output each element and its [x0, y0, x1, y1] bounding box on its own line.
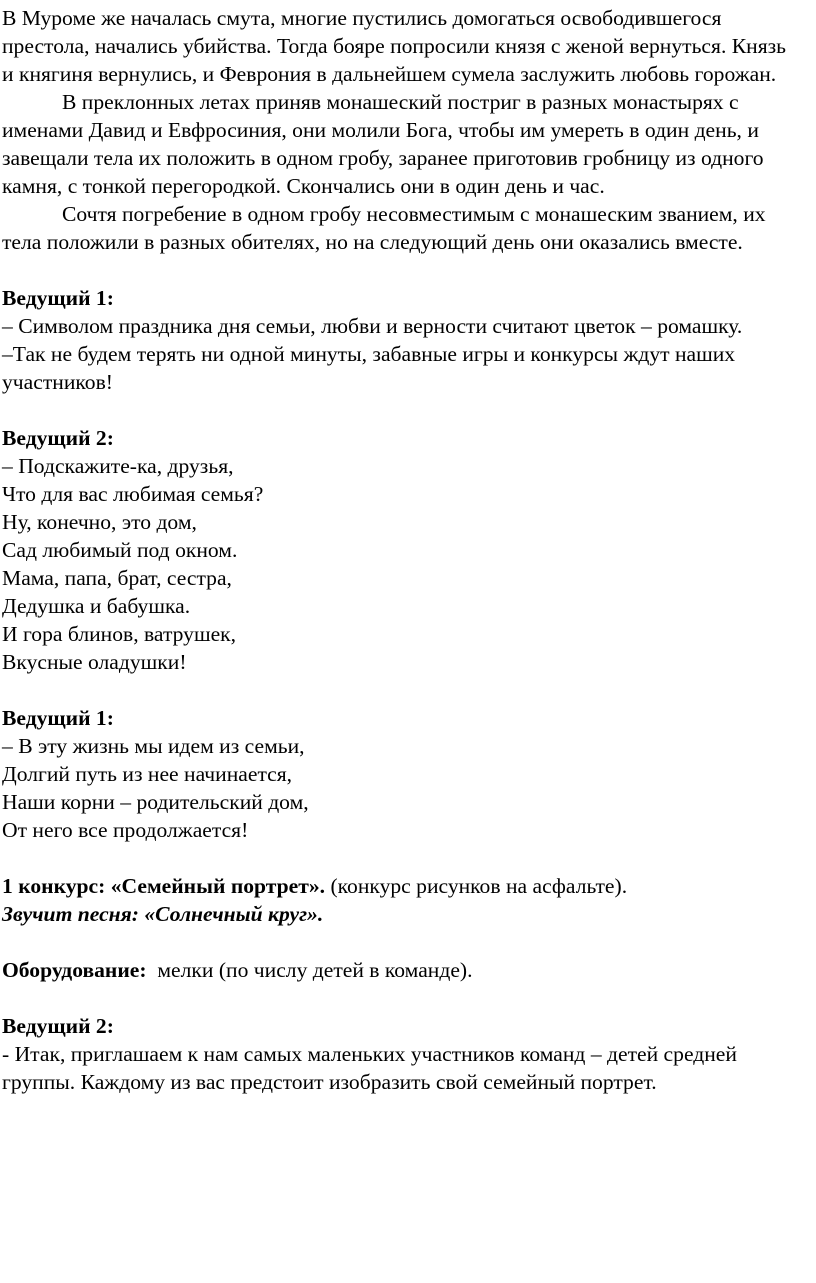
speech-line: –Так не будем терять ни одной минуты, забавные игры и конкурсы ждут наших участников!	[2, 342, 736, 394]
verse-line: Сад любимый под окном.	[2, 538, 238, 562]
verse-line: Что для вас любимая семья?	[2, 482, 264, 506]
verse-line: И гора блинов, ватрушек,	[2, 622, 237, 646]
verse-line: От него все продолжается!	[2, 818, 249, 842]
verse-line: – Подскажите-ка, друзья,	[2, 454, 234, 478]
song-line: Звучит песня: «Солнечный круг».	[2, 902, 324, 926]
equipment-value: мелки (по числу детей в команде).	[146, 958, 473, 982]
contest-note: (конкурс рисунков на асфальте).	[325, 874, 628, 898]
spacer	[2, 396, 786, 424]
verse-line: Долгий путь из нее начинается,	[2, 762, 293, 786]
speaker-heading: Ведущий 1:	[2, 706, 114, 730]
speaker-heading: Ведущий 2:	[2, 1014, 114, 1038]
verse-line: – В эту жизнь мы идем из семьи,	[2, 734, 305, 758]
paragraph-murom-unrest: В Муроме же началась смута, многие пустились домогаться освободившегося престола, начались убийства. Тогда бояре попросили князя с женой вернуться. Князь и княгиня вернулись, и Феврония в дальнейшем сумела заслужить любовь горожан.	[2, 6, 787, 86]
contest-title: 1 конкурс: «Семейный портрет».	[2, 874, 326, 898]
equipment-label: Оборудование:	[2, 958, 147, 982]
verse-line: Мама, папа, брат, сестра,	[2, 566, 232, 590]
speech-line: - Итак, приглашаем к нам самых маленьких участников команд – детей средней группы. Каждому из вас предстоит изобразить свой семейный портрет.	[2, 1042, 737, 1094]
speech-line: – Символом праздника дня семьи, любви и верности считают цветок – ромашку.	[2, 314, 743, 338]
spacer	[2, 256, 786, 284]
contest-line	[2, 872, 786, 900]
paragraph-monastic-vows: В преклонных летах приняв монашеский постриг в разных монастырях с именами Давид и Евфросиния, они молили Бога, чтобы им умереть в один день, и завещали тела их положить в одном гробу, заранее приготовив гробницу из одного камня, с тонкой перегородкой. Скончались они в один день и час.	[2, 90, 764, 198]
verse-line: Ну, конечно, это дом,	[2, 510, 197, 534]
spacer	[2, 928, 786, 956]
verse-line: Наши корни – родительский дом,	[2, 790, 309, 814]
spacer	[2, 984, 786, 1012]
equipment-line	[2, 956, 786, 984]
paragraph-burial: Сочтя погребение в одном гробу несовместимым с монашеским званием, их тела положили в разных обителях, но на следующий день они оказались вместе.	[2, 202, 766, 254]
spacer	[2, 844, 786, 872]
verse-line: Вкусные оладушки!	[2, 650, 187, 674]
verse-line: Дедушка и бабушка.	[2, 594, 191, 618]
speaker-heading: Ведущий 1:	[2, 286, 114, 310]
speaker-heading: Ведущий 2:	[2, 426, 114, 450]
spacer	[2, 676, 786, 704]
